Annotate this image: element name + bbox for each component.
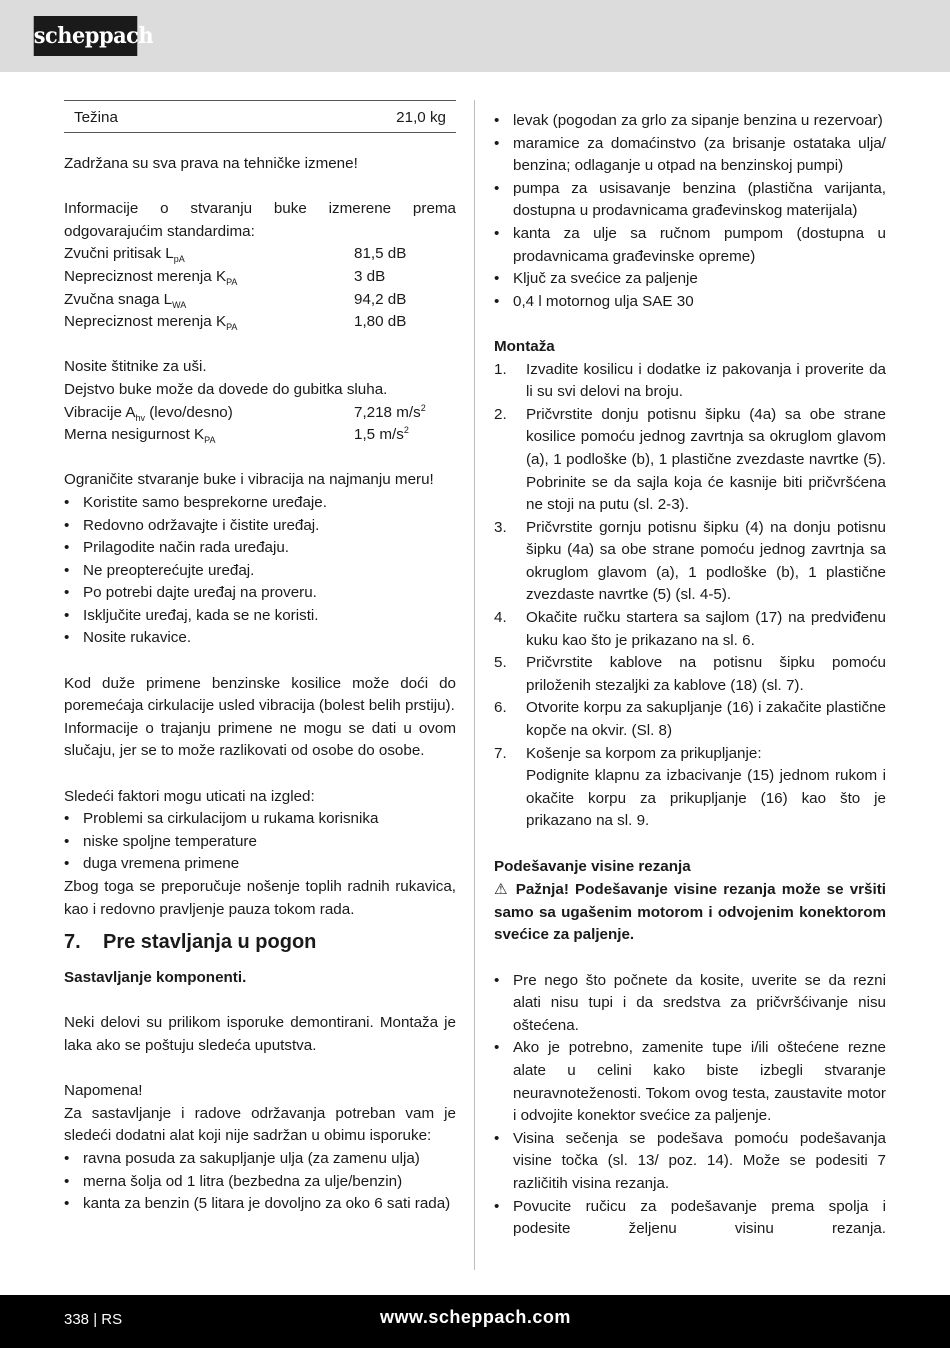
step-item: 5. Pričvrstite kablove na potisnu šipku pomoću priloženih stezaljki za kablove (18) (sl. 7).	[494, 654, 886, 694]
noise-row: Zvučna snaga $L_{WA}$ 94,2 dB	[64, 290, 407, 310]
noise-intro: Informacije o stvaranju buke izmerene prema odgovarajućim standardima:	[64, 200, 456, 240]
duration-note: Informacije o trajanju primene ne mogu se dati u ovom slučaju, jer se to može razlikovati od osobe do osobe.	[64, 719, 456, 760]
left-column	[64, 100, 456, 1216]
hearing-loss-note: Dejstvo buke može da dovede do gubitka sluha.	[64, 380, 388, 398]
weight-label: Težina	[74, 109, 118, 126]
note-text: Za sastavljanje i radove održavanja potreban vam je sledeći dodatni alat koji nije sadržan u obimu isporuke:	[64, 1104, 456, 1145]
step-item: 2. Pričvrstite donju potisnu šipku (4a) sa obe strane kosilice pomoću jednog zavrtnja sa okruglom glavom (a), 1 podloške (b), 1 plastične zvezdaste navrtke (5). Pobrinite se da sajla koja će kasnije biti pričvršćena ne stoji na putu (sl. 2-3).	[494, 405, 886, 514]
factors-intro: Sledeći faktori mogu uticati na izgled:	[64, 787, 315, 805]
tools-list-continued	[494, 110, 886, 313]
list-item: • Ne preopterećujte uređaj.	[64, 560, 456, 583]
vibration-row: Merna nesigurnost $K_{PA}$ 1,5 $m/s^2$	[64, 425, 409, 446]
scheppach-logo: scheppach	[34, 16, 138, 56]
list-item: • Povucite ručicu za podešavanje prema spolja i podesite željenu visinu rezanja.	[494, 1196, 886, 1241]
list-item: • Redovno održavajte i čistite uređaj.	[64, 515, 456, 538]
right-column	[494, 110, 886, 1241]
list-item: • maramice za domaćinstvo (za brisanje ostataka ulja/ benzina; odlaganje u otpad na benzinskoj pumpi)	[494, 133, 886, 178]
weight-value: 21,0 kg	[396, 109, 446, 126]
ear-protection-note: Nosite štitnike za uši.	[64, 358, 207, 376]
list-item: • kanta za ulje sa ručnom pumpom (dostupna u prodavnicama građevinske opreme)	[494, 223, 886, 268]
montage-steps	[494, 359, 886, 833]
limit-intro: Ograničite stvaranje buke i vibracija na najmanju meru!	[64, 471, 434, 489]
noise-table	[64, 243, 456, 333]
step-item: 3. Pričvrstite gornju potisnu šipku (4) na donju potisnu šipku (4a) sa obe strane pomoću jednog zavrtnja sa okruglom glavom (a), 1 podloške (b), 1 plastične zvezdaste navrtke (5) (sl. 4-5).	[494, 518, 886, 604]
step-detail: Podignite klapnu za izbacivanje (15) jednom rukom i okačite korpu za prikupljanje (16) kao što je prikazano na sl. 9.	[526, 767, 886, 830]
list-item: • pumpa za usisavanje benzina (plastična varijanta, dostupna u prodavnicama građevinskog materijala)	[494, 178, 886, 223]
list-item: • Koristite samo besprekorne uređaje.	[64, 492, 456, 515]
assembly-text: Neki delovi su prilikom isporuke demontirani. Montaža je laka ako se poštuju sledeća uputstva.	[64, 1014, 456, 1054]
page-footer	[0, 1295, 950, 1348]
list-item: • Isključite uređaj, kada se ne koristi.	[64, 605, 456, 628]
noise-row: Nepreciznost merenja $K_{PA}$ 3 dB	[64, 267, 386, 287]
warning-icon: ⚠	[494, 880, 510, 899]
list-item: • Nosite rukavice.	[64, 627, 456, 650]
list-item: • Problemi sa cirkulacijom u rukama korisnika	[64, 808, 456, 831]
list-item: • kanta za benzin (5 litara je dovoljno za oko 6 sati rada)	[64, 1193, 456, 1216]
list-item: • levak (pogodan za grlo za sipanje benzina u rezervoar)	[494, 110, 886, 133]
list-item: • duga vremena primene	[64, 853, 456, 876]
list-item: • Pre nego što počnete da kosite, uverite se da rezni alati nisu tupi i da sredstva za pričvršćivanje nisu oštećena.	[494, 970, 886, 1038]
page-number: 338 | RS	[64, 1311, 123, 1328]
list-item: • Ako je potrebno, zamenite tupe i/ili oštećene rezne alate u celini kako biste izbegli stvaranje neuravnoteženosti. Tokom ovog testa, zaustavite motor i odvojite konektor svećice za paljenje.	[494, 1037, 886, 1127]
height-warning: ⚠ Pažnja! Podešavanje visine rezanja može se vršiti samo sa ugašenim motorom i odvojenim konektorom svećice za paljenje.	[494, 880, 886, 944]
height-heading: Podešavanje visine rezanja	[494, 857, 691, 875]
list-item: • ravna posuda za sakupljanje ulja (za zamenu ulja)	[64, 1148, 456, 1171]
noise-row: Nepreciznost merenja $K_{PA}$ 1,80 dB	[64, 313, 407, 333]
rights-note: Zadržana su sva prava na tehničke izmene!	[64, 155, 358, 172]
list-item: • merna šolja od 1 litra (bezbedna za ulje/benzin)	[64, 1171, 456, 1194]
website-link[interactable]: www.scheppach.com	[380, 1307, 571, 1327]
vibration-row: Vibracije $A_{hv}$ (levo/desno) 7,218 $m/s^2$	[64, 402, 426, 423]
tools-list	[64, 1148, 456, 1216]
montage-heading: Montaža	[494, 337, 555, 355]
factors-list	[64, 808, 456, 876]
step-item: 4. Okačite ručku startera sa sajlom (17) na predviđenu kuku kao što je prikazano na sl. 6.	[494, 609, 886, 649]
list-item: • Po potrebi dajte uređaj na proveru.	[64, 582, 456, 605]
column-divider	[474, 100, 475, 1270]
assembly-heading: Sastavljanje komponenti.	[64, 969, 247, 987]
list-item: • 0,4 l motornog ulja SAE 30	[494, 291, 886, 314]
list-item: • niske spoljne temperature	[64, 831, 456, 854]
long-use-warning: Kod duže primene benzinske kosilice može doći do poremećaja cirkulacije usled vibracija (bolest belih prstiju).	[64, 674, 456, 715]
section-heading: 7. Pre stavljanja u pogon	[64, 931, 317, 954]
page-header	[0, 0, 950, 72]
limit-list	[64, 492, 456, 650]
list-item: • Prilagodite način rada uređaju.	[64, 537, 456, 560]
step-item: 7. Košenje sa korpom za prikupljanje:	[494, 744, 762, 762]
list-item: • Ključ za svećice za paljenje	[494, 268, 886, 291]
list-item: • Visina sečenja se podešava pomoću podešavanja visine točka (sl. 13/ poz. 14). Može se podesiti 7 različitih visina rezanja.	[494, 1128, 886, 1196]
noise-row: Zvučni pritisak $L_{pA}$ 81,5 dB	[64, 245, 407, 265]
weight-table	[64, 100, 456, 133]
gloves-note: Zbog toga se preporučuje nošenje toplih radnih rukavica, kao i redovno pravljenje pauza tokom rada.	[64, 878, 456, 918]
height-list	[494, 970, 886, 1241]
step-item: 6. Otvorite korpu za sakupljanje (16) i zakačite plastične kopče na okvir. (Sl. 8)	[494, 699, 886, 740]
step-item: 1. Izvadite kosilicu i dodatke iz pakovanja i proverite da li su svi delovi na broju.	[494, 360, 886, 401]
note-label: Napomena!	[64, 1082, 143, 1100]
